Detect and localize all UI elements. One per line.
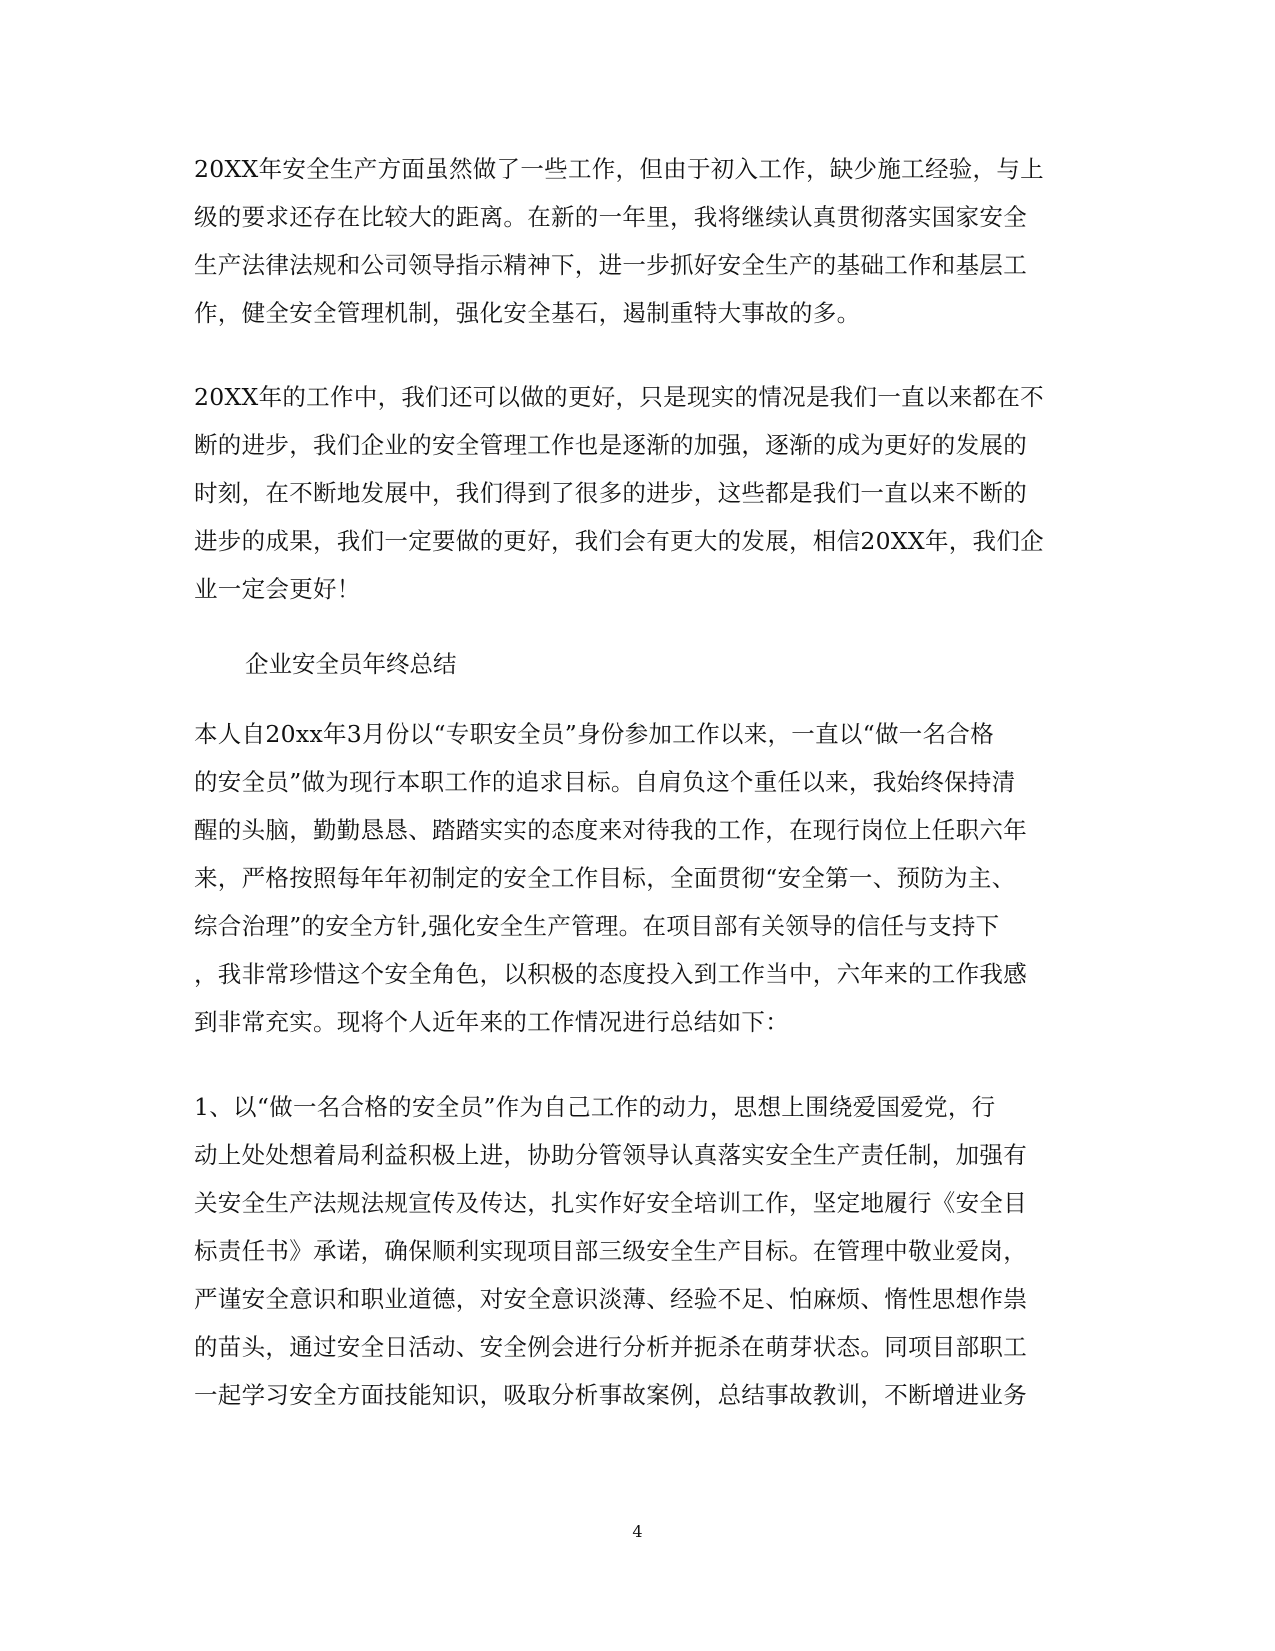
text-line: 1、以“做一名合格的安全员”作为自己工作的动力，思想上围绕爱国爱党，行 bbox=[194, 1093, 996, 1121]
paragraph-3 bbox=[194, 710, 1074, 1046]
section-heading: 企业安全员年终总结 bbox=[245, 650, 457, 678]
text-line: 20XX年的工作中，我们还可以做的更好，只是现实的情况是我们一直以来都在不 bbox=[194, 383, 1044, 411]
text-line: 断的进步，我们企业的安全管理工作也是逐渐的加强，逐渐的成为更好的发展的 bbox=[194, 431, 1027, 459]
text-line: 时刻，在不断地发展中，我们得到了很多的进步，这些都是我们一直以来不断的 bbox=[194, 479, 1027, 507]
text-line: 严谨安全意识和职业道德，对安全意识淡薄、经验不足、怕麻烦、惰性思想作祟 bbox=[194, 1285, 1027, 1313]
text-line: 来，严格按照每年年初制定的安全工作目标，全面贯彻“安全第一、预防为主、 bbox=[194, 864, 1016, 892]
text-line: 本人自20xx年3月份以“专职安全员”身份参加工作以来，一直以“做一名合格 bbox=[194, 720, 995, 748]
text-line: 20XX年安全生产方面虽然做了一些工作，但由于初入工作，缺少施工经验，与上 bbox=[194, 155, 1044, 183]
text-line: 作，健全安全管理机制，强化安全基石，遏制重特大事故的多。 bbox=[194, 299, 861, 327]
text-line: 标责任书》承诺，确保顺利实现项目部三级安全生产目标。在管理中敬业爱岗， bbox=[194, 1237, 1027, 1265]
text-line: 综合治理”的安全方针,强化安全生产管理。在项目部有关领导的信任与支持下 bbox=[194, 912, 1000, 940]
text-line: 动上处处想着局利益积极上进，协助分管领导认真落实安全生产责任制，加强有 bbox=[194, 1141, 1027, 1169]
paragraph-4 bbox=[194, 1083, 1074, 1419]
paragraph-2 bbox=[194, 373, 1074, 613]
text-line: 业一定会更好！ bbox=[194, 575, 361, 603]
text-line: 的安全员”做为现行本职工作的追求目标。自肩负这个重任以来，我始终保持清 bbox=[194, 768, 1016, 796]
text-line: 到非常充实。现将个人近年来的工作情况进行总结如下： bbox=[194, 1008, 789, 1036]
text-line: 进步的成果，我们一定要做的更好，我们会有更大的发展，相信20XX年，我们企 bbox=[194, 527, 1044, 555]
text-line: 醒的头脑，勤勤恳恳、踏踏实实的态度来对待我的工作，在现行岗位上任职六年 bbox=[194, 816, 1027, 844]
text-line: ，我非常珍惜这个安全角色，以积极的态度投入到工作当中，六年来的工作我感 bbox=[194, 960, 1027, 988]
text-line: 级的要求还存在比较大的距离。在新的一年里，我将继续认真贯彻落实国家安全 bbox=[194, 203, 1027, 231]
text-line: 一起学习安全方面技能知识，吸取分析事故案例，总结事故教训，不断增进业务 bbox=[194, 1381, 1027, 1409]
page-number: 4 bbox=[632, 1522, 643, 1541]
text-line: 生产法律法规和公司领导指示精神下，进一步抓好安全生产的基础工作和基层工 bbox=[194, 251, 1027, 279]
paragraph-1 bbox=[194, 145, 1074, 337]
text-line: 关安全生产法规法规宣传及传达，扎实作好安全培训工作，坚定地履行《安全目 bbox=[194, 1189, 1027, 1217]
text-line: 的苗头，通过安全日活动、安全例会进行分析并扼杀在萌芽状态。同项目部职工 bbox=[194, 1333, 1027, 1361]
